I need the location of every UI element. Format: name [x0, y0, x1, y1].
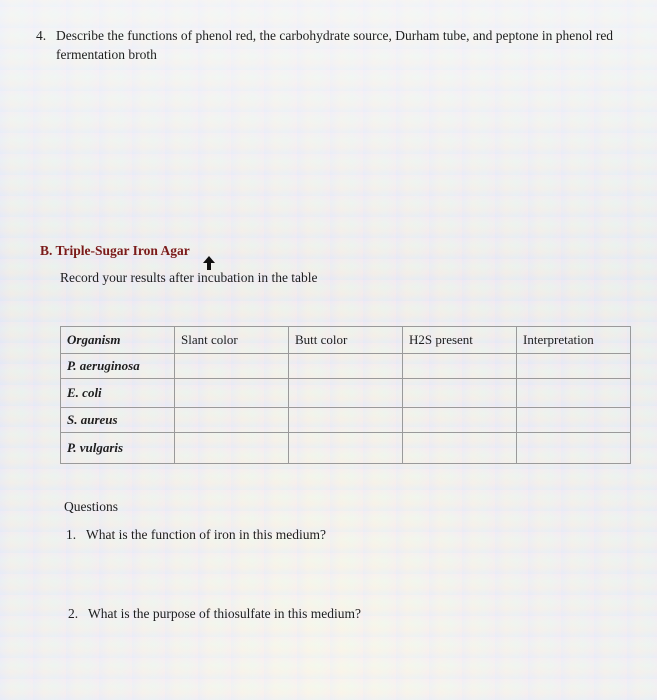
- slant-color-cell: [175, 433, 289, 464]
- h2s-cell: [403, 379, 517, 408]
- organism-cell: S. aureus: [61, 408, 175, 433]
- organism-cell: E. coli: [61, 379, 175, 408]
- table-header-row: [61, 327, 631, 354]
- interpretation-cell: [517, 408, 631, 433]
- slant-color-cell: [175, 354, 289, 379]
- table-row: [61, 379, 631, 408]
- table-row: [61, 408, 631, 433]
- table-row: [61, 433, 631, 464]
- slant-color-cell: [175, 408, 289, 433]
- butt-color-cell: [289, 408, 403, 433]
- butt-color-cell: [289, 379, 403, 408]
- results-table: [60, 326, 631, 464]
- interpretation-cell: [517, 433, 631, 464]
- section-b-title: B. Triple-Sugar Iron Agar: [40, 243, 190, 258]
- h2s-cell: [403, 433, 517, 464]
- question-4-text: Describe the functions of phenol red, the carbohydrate source, Durham tube, and peptone in phenol red fermentation broth: [56, 28, 614, 62]
- question-text: What is the function of iron in this medium?: [86, 527, 326, 542]
- header-interpretation: Interpretation: [517, 327, 631, 354]
- question-item: [66, 527, 326, 543]
- questions-heading: Questions: [64, 499, 118, 514]
- question-4: [36, 26, 646, 64]
- interpretation-cell: [517, 354, 631, 379]
- h2s-cell: [403, 408, 517, 433]
- mouse-pointer-icon: [203, 256, 215, 270]
- organism-cell: P. vulgaris: [61, 433, 175, 464]
- question-text: What is the purpose of thiosulfate in this medium?: [88, 606, 361, 621]
- header-butt-color: Butt color: [289, 327, 403, 354]
- question-item: [68, 606, 361, 622]
- section-b-instruction: Record your results after incubation in the table: [60, 270, 318, 285]
- butt-color-cell: [289, 354, 403, 379]
- header-slant-color: Slant color: [175, 327, 289, 354]
- slant-color-cell: [175, 379, 289, 408]
- header-organism: Organism: [61, 327, 175, 354]
- butt-color-cell: [289, 433, 403, 464]
- question-number: 2.: [68, 606, 79, 621]
- table-row: [61, 354, 631, 379]
- h2s-cell: [403, 354, 517, 379]
- question-number: 1.: [66, 527, 77, 542]
- header-h2s-present: H2S present: [403, 327, 517, 354]
- interpretation-cell: [517, 379, 631, 408]
- organism-cell: P. aeruginosa: [61, 354, 175, 379]
- question-4-number: 4.: [36, 28, 47, 43]
